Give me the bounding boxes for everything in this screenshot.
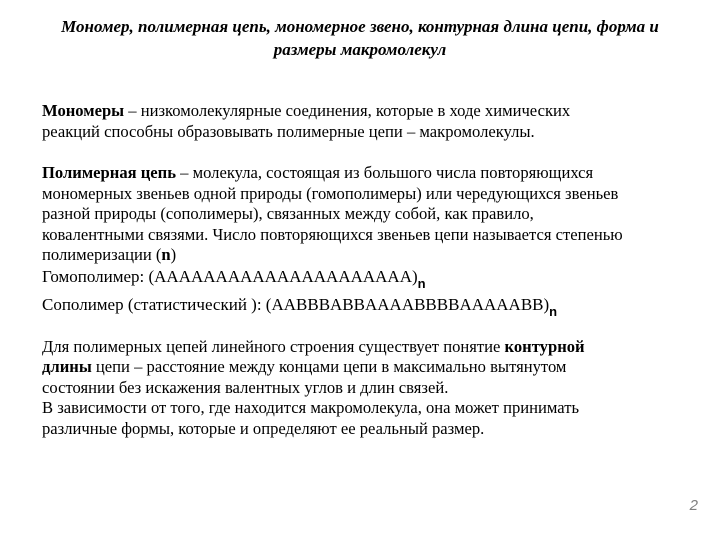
- slide-body: [42, 101, 702, 439]
- page-number: 2: [689, 497, 698, 514]
- homopolymer-label: Гомополимер: (AAAAAAAAAAAAAAAAAAAAA): [42, 266, 418, 286]
- contour-term-part-2: длины: [42, 357, 92, 376]
- monomers-line-1: [42, 101, 702, 122]
- copolymer-formula: [42, 294, 702, 319]
- slide-title-line-1: Мономер, полимерная цепь, мономерное звено, контурная длина цепи, форма и: [61, 17, 659, 36]
- degree-text-before: полимеризации (: [42, 245, 162, 264]
- polymer-chain-definition-start: – молекула, состоящая из большого числа повторяющихся: [176, 163, 594, 182]
- homopolymer-subscript: n: [417, 275, 426, 291]
- contour-length-paragraph: [42, 337, 702, 440]
- degree-text-after: ): [170, 245, 177, 264]
- copolymer-label: Сополимер (статистический ): (AABBBABBAAAABBBBAAAAABB): [42, 294, 550, 314]
- paragraph-gap: [42, 316, 702, 337]
- contour-term-part-1: контурной: [504, 336, 585, 356]
- homopolymer-formula: [42, 266, 702, 291]
- degree-symbol: n: [161, 245, 171, 264]
- monomers-definition-start: – низкомолекулярные соединения, которые в ходе химических: [124, 101, 571, 120]
- polymer-chain-line-3: разной природы (сополимеры), связанных между собой, как правило,: [42, 204, 534, 223]
- contour-line-3: состоянии без искажения валентных углов и длин связей.: [42, 377, 449, 397]
- polymer-chain-term: Полимерная цепь: [42, 163, 176, 182]
- copolymer-subscript: n: [549, 303, 558, 319]
- polymer-chain-line-4: ковалентными связями. Число повторяющихся звеньев цепи называется степенью: [42, 224, 623, 244]
- monomers-line-2: реакций способны образовывать полимерные цепи – макромолекулы.: [42, 121, 535, 141]
- polymer-chain-line-5: [42, 245, 702, 266]
- contour-line-1-text: Для полимерных цепей линейного строения существует понятие: [42, 336, 505, 356]
- polymer-chain-line-1: [42, 163, 702, 184]
- slide-title-line-2: размеры макромолекул: [273, 40, 447, 59]
- slide-title: [20, 15, 700, 61]
- monomers-paragraph: [42, 101, 702, 142]
- polymer-chain-line-2: мономерных звеньев одной природы (гомополимеры) или чередующихся звеньев: [42, 183, 619, 203]
- monomers-term: Мономеры: [42, 101, 125, 120]
- contour-line-2: [42, 357, 702, 378]
- contour-line-1: [42, 337, 702, 358]
- contour-line-5: различные формы, которые и определяют ее реальный размер.: [42, 418, 485, 438]
- polymer-chain-paragraph: [42, 163, 702, 266]
- contour-line-2-text: цепи – расстояние между концами цепи в максимально вытянутом: [91, 357, 567, 376]
- contour-line-4: В зависимости от того, где находится макромолекула, она может принимать: [42, 398, 580, 417]
- paragraph-gap: [42, 142, 702, 163]
